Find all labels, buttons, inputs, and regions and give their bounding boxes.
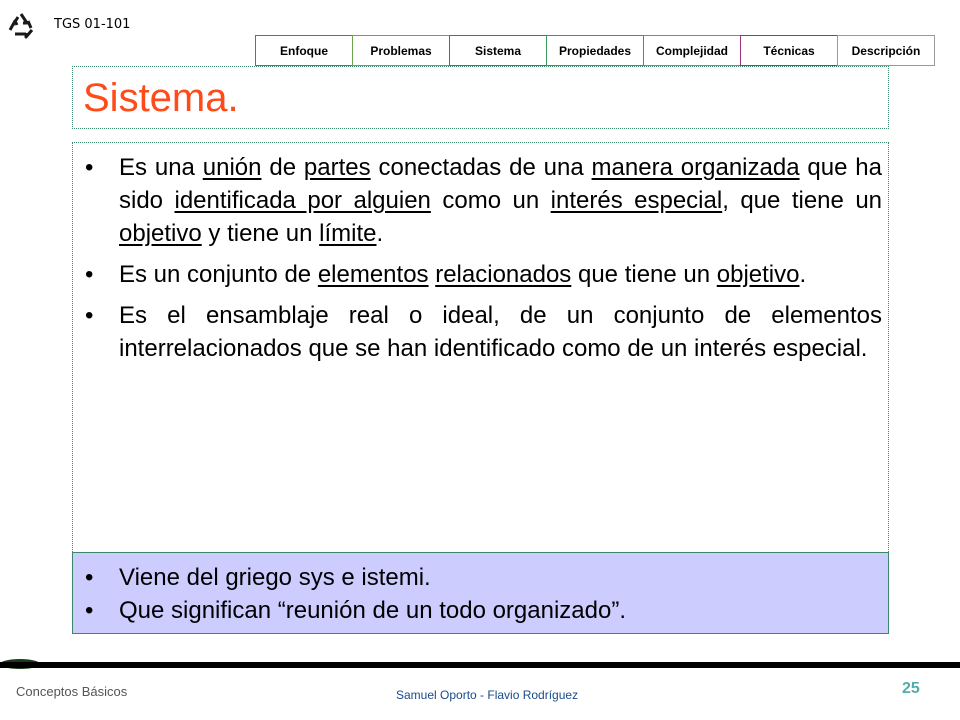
etymology-item: • Que significan “reunión de un todo organizado”. xyxy=(85,594,882,627)
definition-item xyxy=(85,151,882,250)
tab-sistema[interactable]: Sistema xyxy=(449,35,547,66)
text-run: Es una xyxy=(119,154,203,181)
underlined-term: objetivo xyxy=(716,261,800,288)
underlined-term: manera organizada xyxy=(591,154,800,181)
underlined-term: unión xyxy=(202,154,262,181)
text-run: . xyxy=(376,220,384,247)
text-run: que ha sido xyxy=(119,154,882,214)
text-run: y tiene un xyxy=(201,220,320,247)
underlined-term: relacionados xyxy=(435,261,572,288)
definition-item xyxy=(85,299,882,365)
section-navbar xyxy=(256,35,929,66)
slide-title: Sistema. xyxy=(83,76,239,120)
underlined-term: identificada por alguien xyxy=(174,187,431,214)
text-run: conectadas de una xyxy=(370,154,592,181)
text-run: . xyxy=(799,261,807,288)
text-run: que tiene un xyxy=(571,261,717,288)
tab-propiedades[interactable]: Propiedades xyxy=(546,35,644,66)
definition-box xyxy=(72,142,889,554)
text-run: de xyxy=(261,154,304,181)
tab-tecnicas[interactable]: Técnicas xyxy=(740,35,838,66)
course-code: TGS 01-101 xyxy=(54,17,131,32)
text-run: como un xyxy=(430,187,551,214)
underlined-term: límite xyxy=(319,220,377,247)
tab-enfoque[interactable]: Enfoque xyxy=(255,35,353,66)
text-run: , que tiene un xyxy=(722,187,883,214)
underlined-term: interés especial xyxy=(550,187,723,214)
title-box xyxy=(72,66,889,129)
tab-complejidad[interactable]: Complejidad xyxy=(643,35,741,66)
underlined-term: partes xyxy=(303,154,371,181)
text-run: Es el ensamblaje real o ideal, de un conjunto de elementos interrelacionados que se han identificado como de un interés especial. xyxy=(119,302,882,362)
etymology-box xyxy=(72,552,889,634)
footer-topic: Conceptos Básicos xyxy=(16,684,128,699)
recycle-icon xyxy=(6,10,36,40)
underlined-term: elementos xyxy=(317,261,429,288)
tab-descripcion[interactable]: Descripción xyxy=(837,35,935,66)
etymology-list xyxy=(85,561,882,627)
page-number: 25 xyxy=(902,680,920,697)
tab-problemas[interactable]: Problemas xyxy=(352,35,450,66)
etymology-item: • Viene del griego sys e istemi. xyxy=(85,561,882,594)
footer-divider xyxy=(0,662,960,668)
underlined-term: objetivo xyxy=(119,220,202,247)
definition-item xyxy=(85,258,882,291)
text-run: Es un conjunto de xyxy=(119,261,318,288)
definition-list xyxy=(85,151,882,373)
footer-authors: Samuel Oporto - Flavio Rodríguez xyxy=(396,688,579,702)
